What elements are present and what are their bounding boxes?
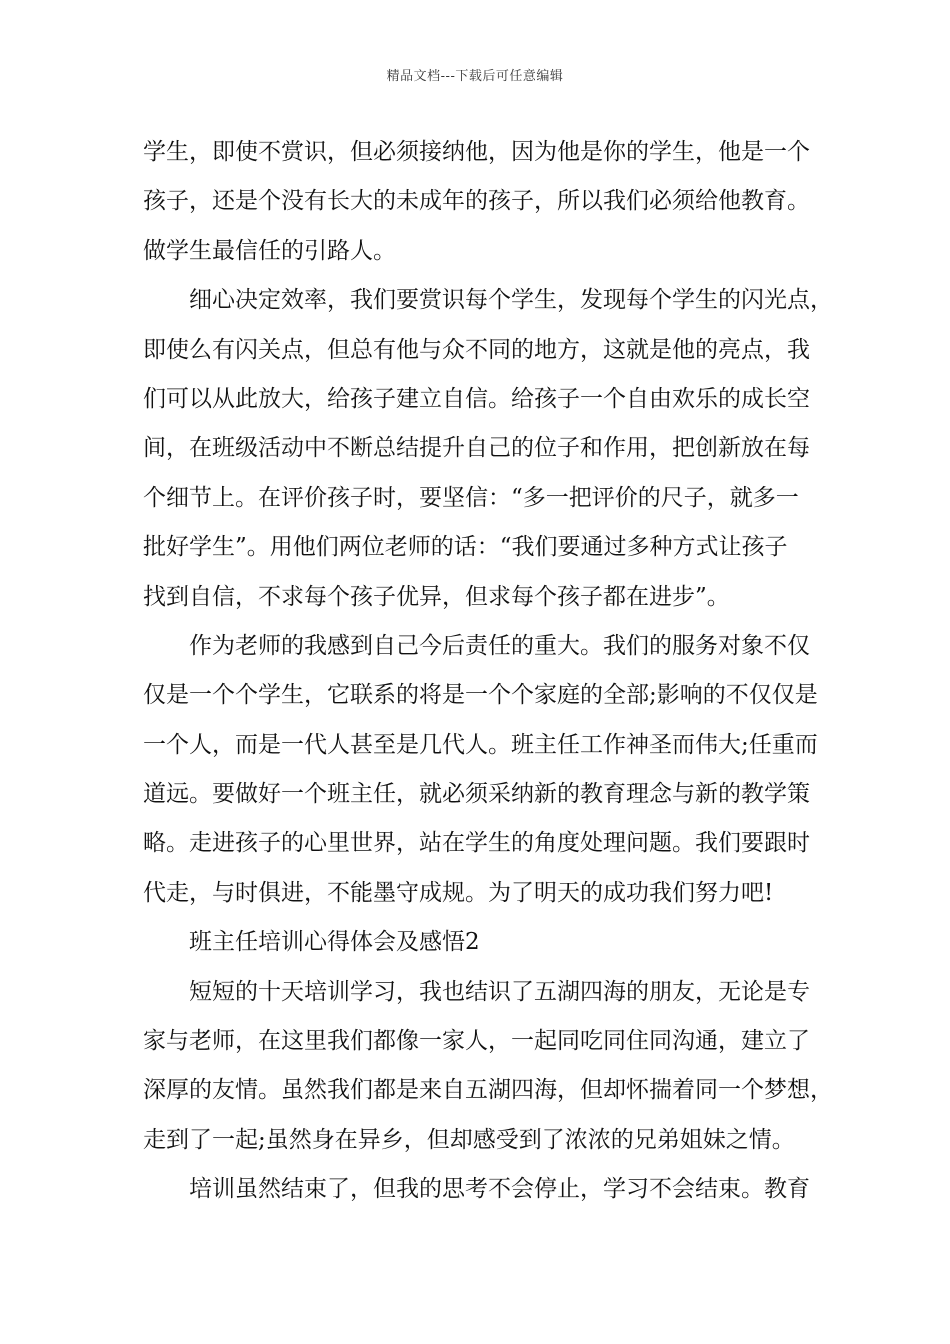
text-line: 道远。要做好一个班主任，就必须采纳新的教育理念与新的教学策 [143,781,810,808]
paragraph-start-line: 细心决定效率，我们要赏识每个学生，发现每个学生的闪光点， [189,287,833,314]
paragraph-start-line: 作为老师的我感到自己今后责任的重大。我们的服务对象不仅 [189,632,810,659]
text-line: 略。走进孩子的心里世界，站在学生的角度处理问题。我们要跟时 [143,830,810,857]
paragraph-start-line: 短短的十天培训学习，我也结识了五湖四海的朋友，无论是专 [189,978,810,1005]
text-line: 一个人，而是一代人甚至是几代人。班主任工作神圣而伟大;任重而 [143,731,818,758]
text-line: 代走，与时俱进，不能墨守成规。为了明天的成功我们努力吧! [143,879,774,906]
text-line: 即使么有闪关点，但总有他与众不同的地方，这就是他的亮点，我 [143,336,810,363]
text-line: 家与老师，在这里我们都像一家人，一起同吃同住同沟通，建立了 [143,1028,810,1055]
text-line: 间，在班级活动中不断总结提升自己的位子和作用，把创新放在每 [143,435,810,462]
text-line: 走到了一起;虽然身在异乡，但却感受到了浓浓的兄弟姐妹之情。 [143,1126,795,1153]
text-line: 深厚的友情。虽然我们都是来自五湖四海，但却怀揣着同一个梦想， [143,1077,833,1104]
section-heading: 班主任培训心得体会及感悟2 [189,929,480,956]
text-line: 批好学生”。用他们两位老师的话：“我们要通过多种方式让孩子 [143,534,788,561]
paragraph-start-line: 培训虽然结束了，但我的思考不会停止，学习不会结束。教育 [189,1176,810,1203]
text-line: 学生，即使不赏识，但必须接纳他，因为他是你的学生，他是一个 [143,139,810,165]
text-line: 仅是一个个学生，它联系的将是一个个家庭的全部;影响的不仅仅是 [143,682,818,709]
text-line: 做学生最信任的引路人。 [143,237,396,264]
document-body [143,128,833,1215]
page-header: 精品文档---下载后可任意编辑 [386,69,564,84]
text-line: 孩子，还是个没有长大的未成年的孩子，所以我们必须给他教育。 [143,188,810,215]
text-line: 们可以从此放大，给孩子建立自信。给孩子一个自由欢乐的成长空 [143,385,810,412]
text-line: 个细节上。在评价孩子时，要坚信：“多一把评价的尺子，就多一 [143,484,799,511]
text-line: 找到自信，不求每个孩子优异，但求每个孩子都在进步”。 [143,583,730,610]
